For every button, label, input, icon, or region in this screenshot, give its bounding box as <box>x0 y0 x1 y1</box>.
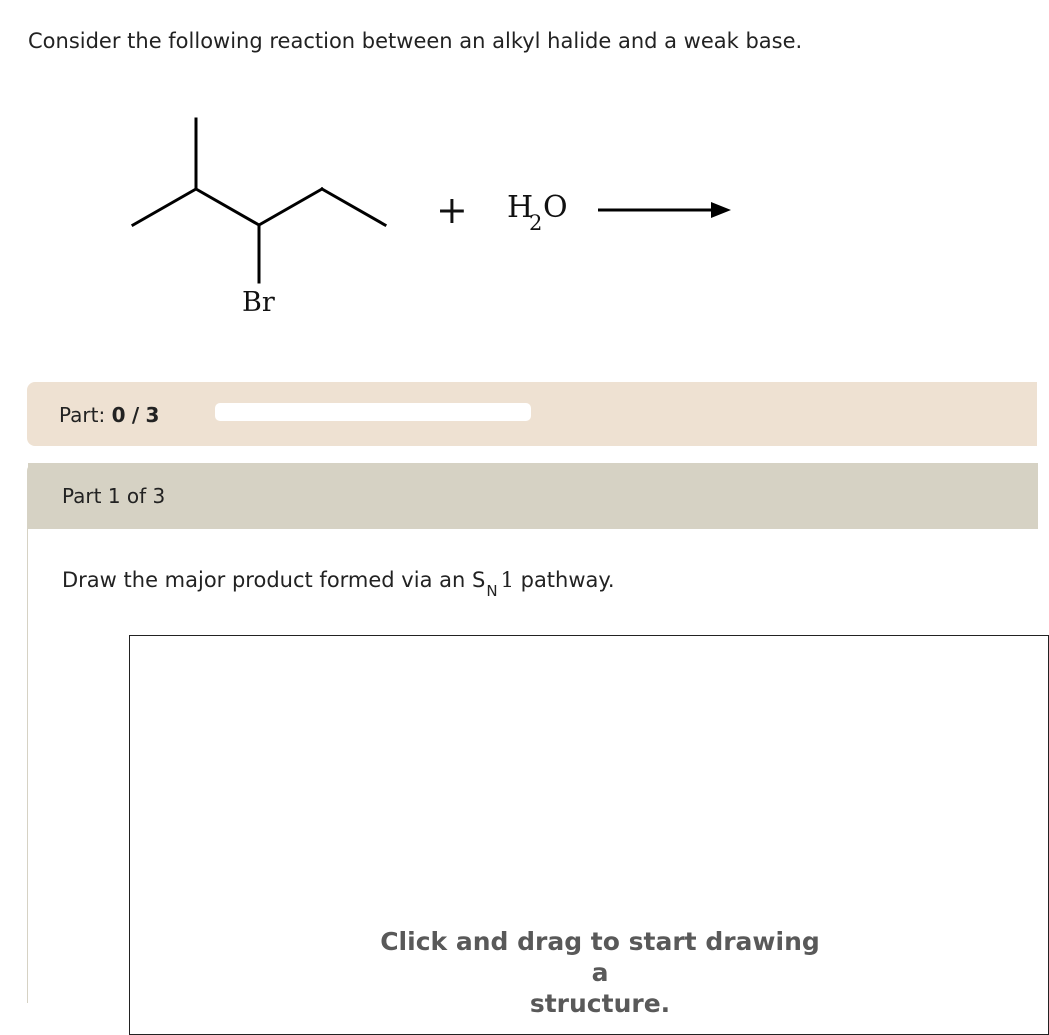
progress-total: 3 <box>145 403 160 427</box>
part-title: Part 1 of 3 <box>62 484 166 508</box>
water-h: H <box>507 190 534 225</box>
progress-label <box>59 403 159 427</box>
progress-bar <box>27 382 1037 446</box>
reaction-scheme <box>0 100 760 340</box>
bond-methyl-left <box>133 189 196 225</box>
instruction-prefix: Draw the major product formed via an <box>62 568 472 592</box>
water-o: O <box>543 190 568 225</box>
water-subscript: 2 <box>529 211 543 235</box>
progress-completed: 0 <box>111 403 126 427</box>
canvas-hint <box>370 926 830 1019</box>
bromine-label: Br <box>242 287 275 318</box>
instruction-text <box>62 568 615 600</box>
instruction-suffix: pathway. <box>513 568 615 592</box>
progress-track <box>215 403 531 421</box>
plus-sign: + <box>436 188 468 232</box>
bond-c2-c3 <box>196 189 259 225</box>
question-text: Consider the following reaction between an alkyl halide and a weak base. <box>28 29 803 53</box>
alkyl-halide-skeleton <box>133 119 385 282</box>
canvas-hint-line1: Click and drag to start drawing a <box>380 927 820 987</box>
progress-separator: / <box>131 403 140 427</box>
instruction-number: 1 <box>500 568 514 592</box>
bond-c4-c5 <box>322 189 385 225</box>
instruction-s: S <box>471 568 486 592</box>
bond-c3-c4 <box>259 189 322 225</box>
instruction-subscript: N <box>486 582 498 600</box>
reaction-arrow-head <box>711 202 731 218</box>
canvas-hint-line2: structure. <box>529 989 671 1018</box>
part-header[interactable] <box>28 463 1038 529</box>
drawing-canvas[interactable] <box>129 635 1049 1035</box>
part-panel <box>27 463 1038 1018</box>
progress-prefix: Part: <box>59 403 106 427</box>
